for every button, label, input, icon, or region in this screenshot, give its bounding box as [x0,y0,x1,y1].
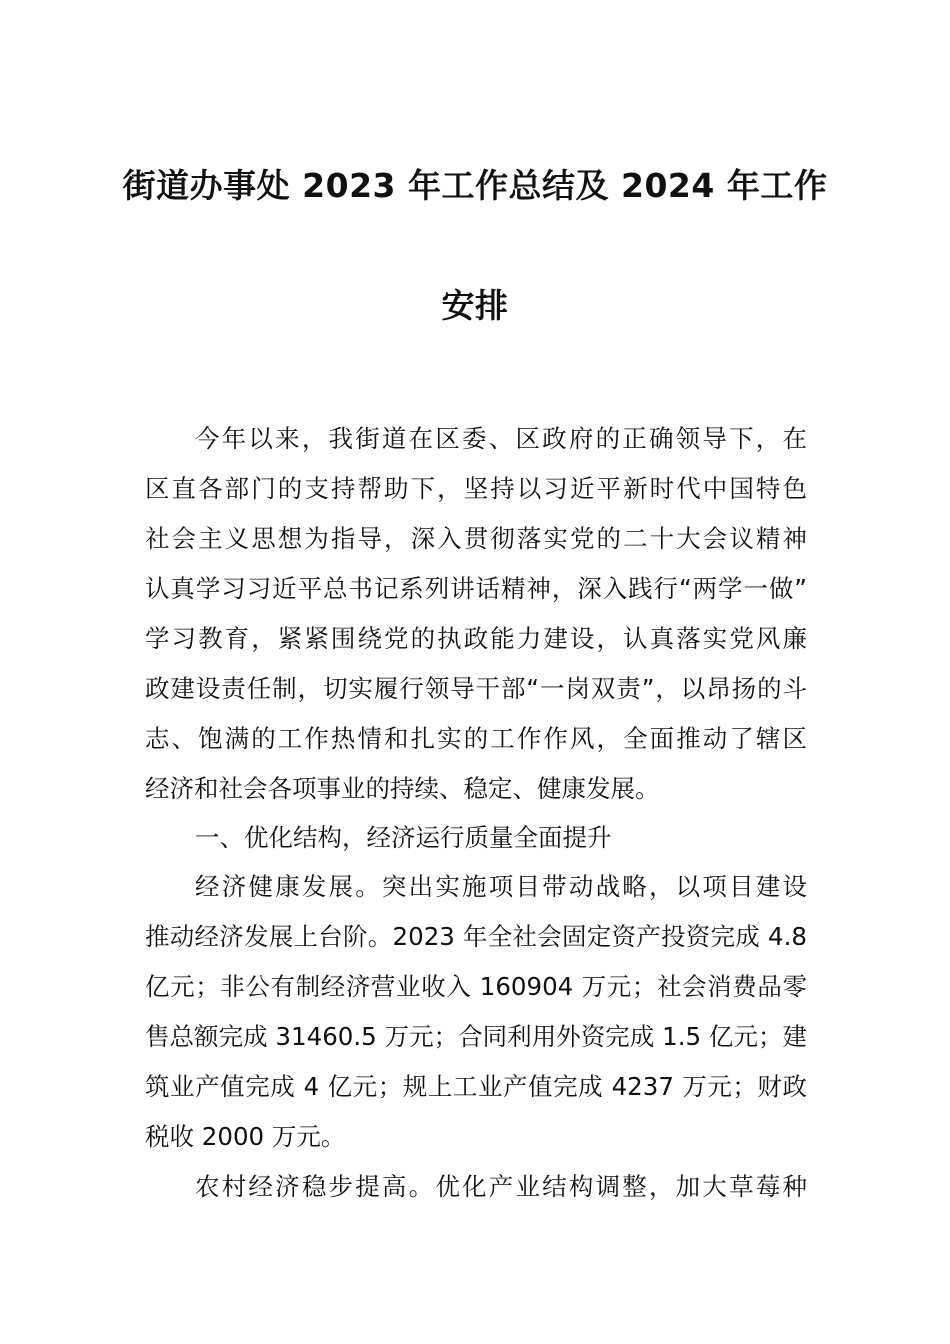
text-line: 政建设责任制，切实履行领导干部“一岗双责”，以昂扬的斗 [145,674,807,703]
document-title-line-1: 街道办事处 2023 年工作总结及 2024 年工作 [122,166,828,205]
text-line: 推动经济发展上台阶。2023 年全社会固定资产投资完成 4.8 [145,922,807,951]
text-line: 税收 2000 万元。 [145,1122,346,1151]
text-line: 售总额完成 31460.5 万元；合同利用外资完成 1.5 亿元；建 [145,1022,807,1051]
text-line: 认真学习习近平总书记系列讲话精神，深入践行“两学一做” [145,574,807,603]
document-title-line-2: 安排 [441,286,509,325]
text-line: 区直各部门的支持帮助下，坚持以习近平新时代中国特色 [145,474,807,503]
text-line: 志、饱满的工作热情和扎实的工作作风，全面推动了辖区 [145,724,807,753]
text-line: 今年以来，我街道在区委、区政府的正确领导下，在 [195,424,807,453]
text-line: 农村经济稳步提高。优化产业结构调整，加大草莓种 [195,1172,807,1201]
text-line: 亿元；非公有制经济营业收入 160904 万元；社会消费品零 [145,972,807,1001]
text-line: 社会主义思想为指导，深入贯彻落实党的二十大会议精神 [145,524,807,553]
paragraph-intro [145,414,807,814]
text-line: 学习教育，紧紧围绕党的执政能力建设，认真落实党风廉 [145,624,807,653]
text-line: 筑业产值完成 4 亿元；规上工业产值完成 4237 万元；财政 [145,1072,807,1101]
text-line: 经济和社会各项事业的持续、稳定、健康发展。 [145,774,660,803]
paragraph-rural-economy [145,1162,807,1212]
heading-text: 一、优化结构，经济运行质量全面提升 [195,823,612,852]
paragraph-economy [145,862,807,1162]
section-heading-1 [145,813,807,863]
text-line: 经济健康发展。突出实施项目带动战略，以项目建设 [195,872,807,901]
